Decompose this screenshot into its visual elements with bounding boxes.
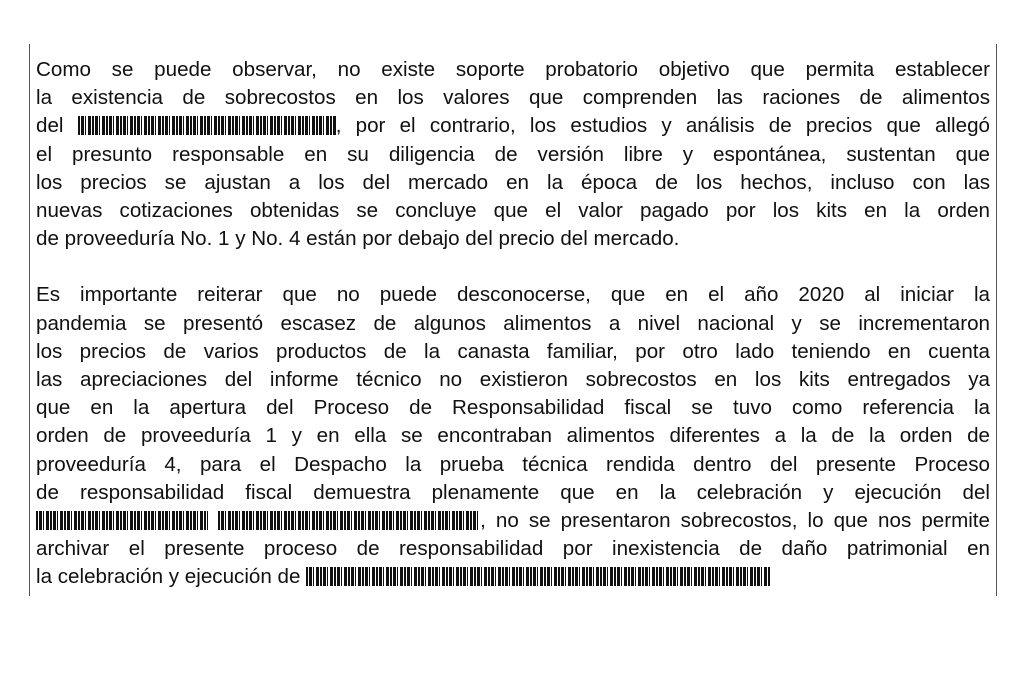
text-line: los precios se ajustan a los del mercado en la época de los hechos, incluso con las	[36, 170, 990, 194]
right-margin-line	[996, 44, 997, 596]
text-line-with-redaction	[36, 112, 990, 140]
redacted-text-block	[78, 116, 336, 135]
text-line: el presunto responsable en su diligencia de versión libre y espontánea, sustentan que	[36, 142, 990, 166]
redacted-text-block	[218, 511, 480, 530]
text-line-with-redaction	[36, 563, 990, 591]
text-line: orden de proveeduría 1 y en ella se encontraban alimentos diferentes a la de la orden de	[36, 424, 990, 448]
text-line: archivar el presente proceso de responsabilidad por inexistencia de daño patrimonial en	[36, 537, 990, 561]
text-segment: del	[36, 114, 64, 138]
text-segment: , por el contrario, los estudios y análisis de precios que allegó	[335, 114, 990, 138]
redacted-text-block	[36, 511, 208, 530]
text-line: Como se puede observar, no existe soporte probatorio objetivo que permita establecer	[36, 58, 990, 81]
text-line: de proveeduría No. 1 y No. 4 están por debajo del precio del mercado.	[36, 227, 680, 251]
text-line: los precios de varios productos de la canasta familiar, por otro lado teniendo en cuenta	[36, 339, 990, 363]
text-line-with-redaction	[36, 507, 990, 535]
text-line: la existencia de sobrecostos en los valores que comprenden las raciones de alimentos	[36, 86, 990, 110]
document-page	[36, 56, 990, 592]
paragraph-2	[36, 281, 990, 591]
text-line: que en la apertura del Proceso de Responsabilidad fiscal se tuvo como referencia la	[36, 396, 990, 420]
text-segment: , no se presentaron sobrecostos, lo que nos permite	[480, 509, 990, 533]
text-line: Es importante reiterar que no puede desconocerse, que en el año 2020 al iniciar la	[36, 283, 990, 307]
text-line: de responsabilidad fiscal demuestra plenamente que en la celebración y ejecución del	[36, 480, 990, 504]
paragraph-gap	[36, 253, 990, 281]
left-margin-line	[29, 44, 30, 596]
text-line: pandemia se presentó escasez de algunos alimentos a nivel nacional y se incrementaron	[36, 311, 990, 335]
text-segment: la celebración y ejecución de	[36, 565, 301, 589]
text-line: proveeduría 4, para el Despacho la prueba técnica rendida dentro del presente Proceso	[36, 452, 990, 476]
redacted-text-block	[306, 567, 770, 586]
text-line: nuevas cotizaciones obtenidas se concluye que el valor pagado por los kits en la orden	[36, 199, 990, 223]
paragraph-1	[36, 56, 990, 253]
text-line: las apreciaciones del informe técnico no existieron sobrecostos en los kits entregados ya	[36, 368, 990, 392]
